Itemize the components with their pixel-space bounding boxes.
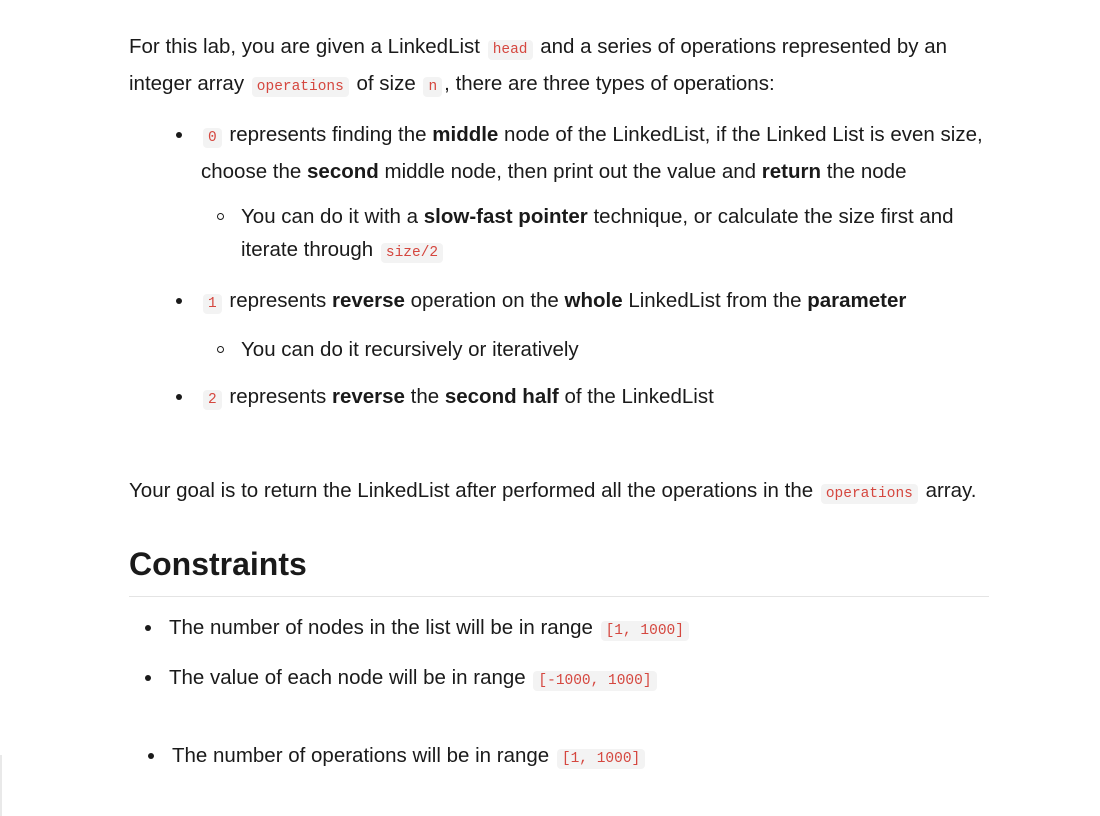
code-op-0: 0 bbox=[203, 128, 222, 148]
intro-text: of size bbox=[356, 72, 416, 95]
constraints-heading: Constraints bbox=[129, 544, 989, 597]
bold-second-half: second half bbox=[444, 385, 559, 408]
goal-paragraph bbox=[129, 474, 989, 511]
constraint-text: The number of operations will be in range bbox=[172, 744, 550, 767]
sub-text: technique, or calculate the size first and iterate through bbox=[241, 205, 954, 261]
bold-return: return bbox=[761, 160, 821, 183]
intro-text: For this lab, you are given a LinkedList bbox=[129, 35, 480, 58]
code-size-half: size/2 bbox=[381, 243, 443, 263]
code-op-2: 2 bbox=[203, 390, 222, 410]
code-range: [-1000, 1000] bbox=[533, 671, 656, 691]
op1-sublist bbox=[241, 333, 989, 366]
code-range: [1, 1000] bbox=[601, 621, 689, 641]
op2-text: of the LinkedList bbox=[564, 385, 714, 408]
op2-text: represents bbox=[229, 385, 327, 408]
code-range: [1, 1000] bbox=[557, 749, 645, 769]
code-operations: operations bbox=[821, 484, 918, 504]
code-n: n bbox=[423, 77, 442, 97]
sub-text: You can do it recursively or iteratively bbox=[241, 338, 579, 361]
list-item-op-1 bbox=[201, 284, 989, 366]
constraint-text: The number of nodes in the list will be in range bbox=[169, 616, 593, 639]
goal-text: Your goal is to return the LinkedList after performed all the operations in the bbox=[129, 479, 814, 502]
op0-text: the node bbox=[826, 160, 907, 183]
op1-text: represents bbox=[229, 289, 327, 312]
constraint-item bbox=[172, 739, 989, 776]
bold-slow-fast-pointer: slow-fast pointer bbox=[423, 205, 588, 228]
op0-text: node of the LinkedList, if the Linked List is even size, choose the bbox=[201, 123, 983, 183]
constraints-list bbox=[169, 611, 989, 776]
op1-text: operation on the bbox=[410, 289, 559, 312]
code-op-1: 1 bbox=[203, 294, 222, 314]
op1-text: LinkedList from the bbox=[628, 289, 802, 312]
code-operations: operations bbox=[252, 77, 349, 97]
bold-reverse: reverse bbox=[331, 289, 405, 312]
op0-sublist bbox=[241, 200, 989, 270]
sub-list-item bbox=[241, 333, 989, 366]
bold-reverse: reverse bbox=[331, 385, 405, 408]
list-item-op-2 bbox=[201, 380, 989, 417]
op2-text: the bbox=[410, 385, 440, 408]
constraint-text: The value of each node will be in range bbox=[169, 666, 526, 689]
constraint-item bbox=[169, 661, 989, 698]
left-edge-divider bbox=[0, 755, 2, 816]
sub-text: You can do it with a bbox=[241, 205, 419, 228]
op0-text: represents finding the bbox=[229, 123, 427, 146]
op0-text: middle node, then print out the value and bbox=[384, 160, 757, 183]
intro-text: and a series of operations represented by an integer array bbox=[129, 35, 948, 95]
problem-description bbox=[129, 30, 989, 776]
constraint-item bbox=[169, 611, 989, 648]
bold-whole: whole bbox=[564, 289, 623, 312]
bold-middle: middle bbox=[432, 123, 499, 146]
code-head: head bbox=[488, 40, 533, 60]
bold-parameter: parameter bbox=[807, 289, 907, 312]
bold-second: second bbox=[307, 160, 379, 183]
list-item-op-0 bbox=[201, 118, 989, 270]
operations-list bbox=[201, 118, 989, 417]
sub-list-item bbox=[241, 200, 989, 270]
intro-text: , there are three types of operations: bbox=[444, 72, 775, 95]
goal-text: array. bbox=[925, 479, 977, 502]
intro-paragraph bbox=[129, 30, 989, 104]
